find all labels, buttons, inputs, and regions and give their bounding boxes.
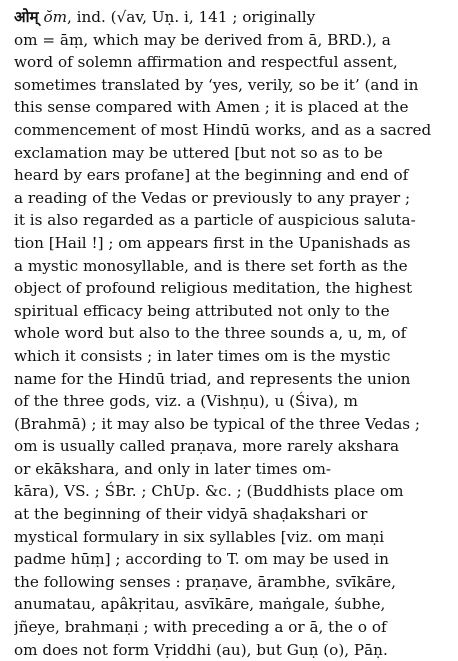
entry-line: kāra), VS. ; ŚBr. ; ChUp. &c. ; (Buddhists place om <box>14 482 404 501</box>
entry-line: name for the Hindū triad, and represents the union <box>14 369 411 388</box>
entry-line: object of profound religious meditation, the highest <box>14 279 413 298</box>
entry-line: a reading of the Vedas or previously to any prayer ; <box>14 188 411 207</box>
entry-line: heard by ears profane] at the beginning and end of <box>14 166 409 185</box>
entry-line: anumatau, apâkṛitau, asvīkāre, maṅgale, śubhe, <box>14 595 386 614</box>
entry-line: or ekākshara, and only in later times om- <box>14 459 332 478</box>
entry-text: , ind. (√av, Uṇ. i, 141 ; originally <box>67 8 316 26</box>
entry-line: it is also regarded as a particle of auspicious saluta- <box>14 211 416 230</box>
entry-line-1 <box>14 6 448 29</box>
entry-line: om = āṃ, which may be derived from ā, BRD.), a <box>14 30 391 49</box>
entry-line: whole word but also to the three sounds a, u, m, of <box>14 324 407 343</box>
entry-line: the following senses : praṇave, ārambhe, svīkāre, <box>14 572 397 591</box>
entry-line: om is usually called praṇava, more rarely akshara <box>14 437 400 456</box>
entry-line: word of solemn affirmation and respectful assent, <box>14 53 398 72</box>
entry-line: exclamation may be uttered [but not so as to be <box>14 143 383 162</box>
entry-line: which it consists ; in later times om is the mystic <box>14 346 391 365</box>
entry-line: spiritual efficacy being attributed not only to the <box>14 301 390 320</box>
headword-transliteration: ŏm <box>43 8 67 26</box>
entry-line: tion [Hail !] ; om appears first in the Upanishads as <box>14 233 411 252</box>
entry-line: (Brahmā) ; it may also be typical of the three Vedas ; <box>14 414 421 433</box>
entry-line: a mystic monosyllable, and is there set forth as the <box>14 256 408 275</box>
entry-line: padme hūṃ] ; according to T. om may be used in <box>14 550 389 569</box>
entry-line: commencement of most Hindū works, and as a sacred <box>14 120 432 139</box>
headword-devanagari: ओम् <box>14 8 39 26</box>
entry-line: at the beginning of their vidyā shaḍakshari or <box>14 505 368 524</box>
entry-line: this sense compared with Amen ; it is placed at the <box>14 98 409 117</box>
entry-line: mystical formulary in six syllables [viz. om maṇi <box>14 527 385 546</box>
entry-line: om does not form Vṛiddhi (au), but Guṇ (o), Pāṇ. <box>14 640 388 659</box>
entry-line: of the three gods, viz. a (Vishṇu), u (Śiva), m <box>14 392 358 411</box>
entry-line: jñeye, brahmaṇi ; with preceding a or ā, the o of <box>14 618 387 637</box>
entry-line: sometimes translated by ‘yes, verily, so be it’ (and in <box>14 75 419 94</box>
